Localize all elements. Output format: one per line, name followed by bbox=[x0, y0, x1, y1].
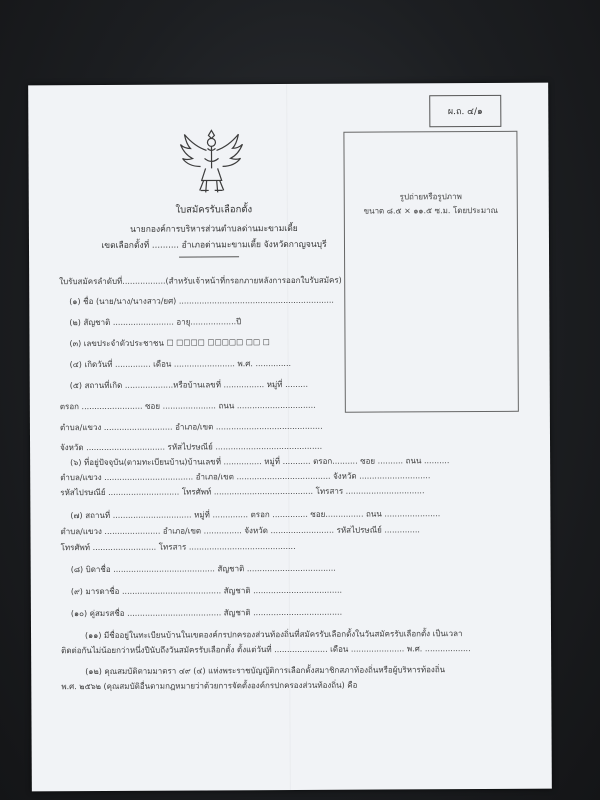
form-line: (๑๑) มีชื่ออยู่ในทะเบียนบ้านในเขตองค์กรปกครองส่วนท้องถิ่นที่สมัครรับเลือกตั้งในวันสมัครรับเลือกตั้ง เป็นเวลา bbox=[85, 629, 463, 641]
form-line: ตำบล/แขวง ...................... อำเภอ/เขต ............... จังหวัด ......................... รหัสไปรษณีย์ .............. bbox=[60, 525, 420, 537]
form-line: ตรอก ........................ ซอย ..................... ถนน ............................... bbox=[59, 400, 316, 412]
header-divider bbox=[179, 256, 239, 257]
form-line: รหัสไปรษณีย์ ............................ โทรศัพท์ ....................................... โทรสาร ............................... bbox=[60, 486, 425, 498]
application-form-paper bbox=[28, 83, 552, 792]
form-title: ใบสมัครรับเลือกตั้ง bbox=[175, 204, 253, 216]
form-line: (๑๒) คุณสมบัติตามมาตรา ๔๙ (๔) แห่งพระราชบัญญัติการเลือกตั้งสมาชิกสภาท้องถิ่นหรือผู้บริหารท้องถิ่น bbox=[85, 665, 446, 677]
form-line: (๔) เกิดวันที่ .............. เดือน ........................ พ.ศ. .............. bbox=[69, 358, 292, 370]
form-line: (๓) เลขประจำตัวประชาชน ☐ ☐☐☐☐ ☐☐☐☐☐ ☐☐ ☐ bbox=[69, 338, 270, 349]
form-line: (๑๐) คู่สมรสชื่อ ..................................... สัญชาติ ................................... bbox=[70, 607, 343, 619]
photo-box bbox=[343, 131, 518, 413]
constituency-line: เขตเลือกตั้งที่ .......... อำเภอด่านมะขามเตี้ย จังหวัดกาญจนบุรี bbox=[101, 239, 327, 251]
form-line: (๘) บิดาชื่อ ........................................ สัญชาติ ................................... bbox=[70, 563, 336, 575]
form-line: โทรศัพท์ ......................... โทรสาร .......................................... bbox=[60, 541, 296, 553]
form-line: (๖) ที่อยู่ปัจจุบัน(ตามทะเบียนบ้าน)บ้านเลขที่ ............... หมู่ที่ ........... ตรอก.......... ซอย .......... ถนน .......... bbox=[70, 456, 450, 468]
form-line: ตำบล/แขวง ........................... อำเภอ/เขต .......................................... bbox=[59, 421, 323, 433]
garuda-emblem-icon bbox=[176, 124, 246, 196]
form-line: (๙) มารดาชื่อ ....................................... สัญชาติ ................................... bbox=[70, 585, 343, 597]
form-line: (๕) สถานที่เกิด ...................หรือบ้านเลขที่ ................ หมู่ที่ ......... bbox=[69, 379, 308, 391]
form-line: (๒) สัญชาติ ........................ อายุ..................ปี bbox=[69, 317, 242, 328]
form-line: ตำบล/แขวง ................................... อำเภอ/เขต ..................................... จังหวัด ............................ bbox=[60, 471, 431, 483]
form-line: (๑) ชื่อ (นาย/นาง/นางสาว/ยศ) ............................................................. bbox=[69, 295, 334, 307]
form-subtitle: นายกองค์การบริหารส่วนตำบลด่านมะขามเตี้ย bbox=[130, 223, 298, 235]
form-line: พ.ศ. ๒๕๖๒ (คุณสมบัติอื่นตามกฎหมายว่าด้วยการจัดตั้งองค์กรปกครองส่วนท้องถิ่น) คือ bbox=[61, 680, 358, 692]
form-line: (๗) สถานที่ ............................... หมู่ที่ .............. ตรอก .............. ซอย............... ถนน ...................... bbox=[70, 509, 441, 521]
form-line: จังหวัด ............................... รหัสไปรษณีย์ .......................................... bbox=[60, 441, 323, 453]
form-line: ใบรับสมัครลำดับที่.................(สำหรับเจ้าหน้าที่กรอกภายหลังการออกใบรับสมัคร) bbox=[59, 275, 342, 287]
form-line: ติดต่อกันไม่น้อยกว่าหนึ่งปีนับถึงวันสมัครรับเลือกตั้ง ตั้งแต่วันที่ ..................... เดือน ..................... พ.ศ. .................. bbox=[61, 644, 471, 656]
form-code-box: ผ.ถ. ๔/๑ bbox=[429, 95, 501, 127]
photo-size: ขนาด ๘.๕ × ๑๑.๕ ซ.ม. โดยประมาณ bbox=[363, 205, 499, 216]
photo-caption: รูปถ่ายหรือรูปภาพ bbox=[399, 192, 462, 202]
